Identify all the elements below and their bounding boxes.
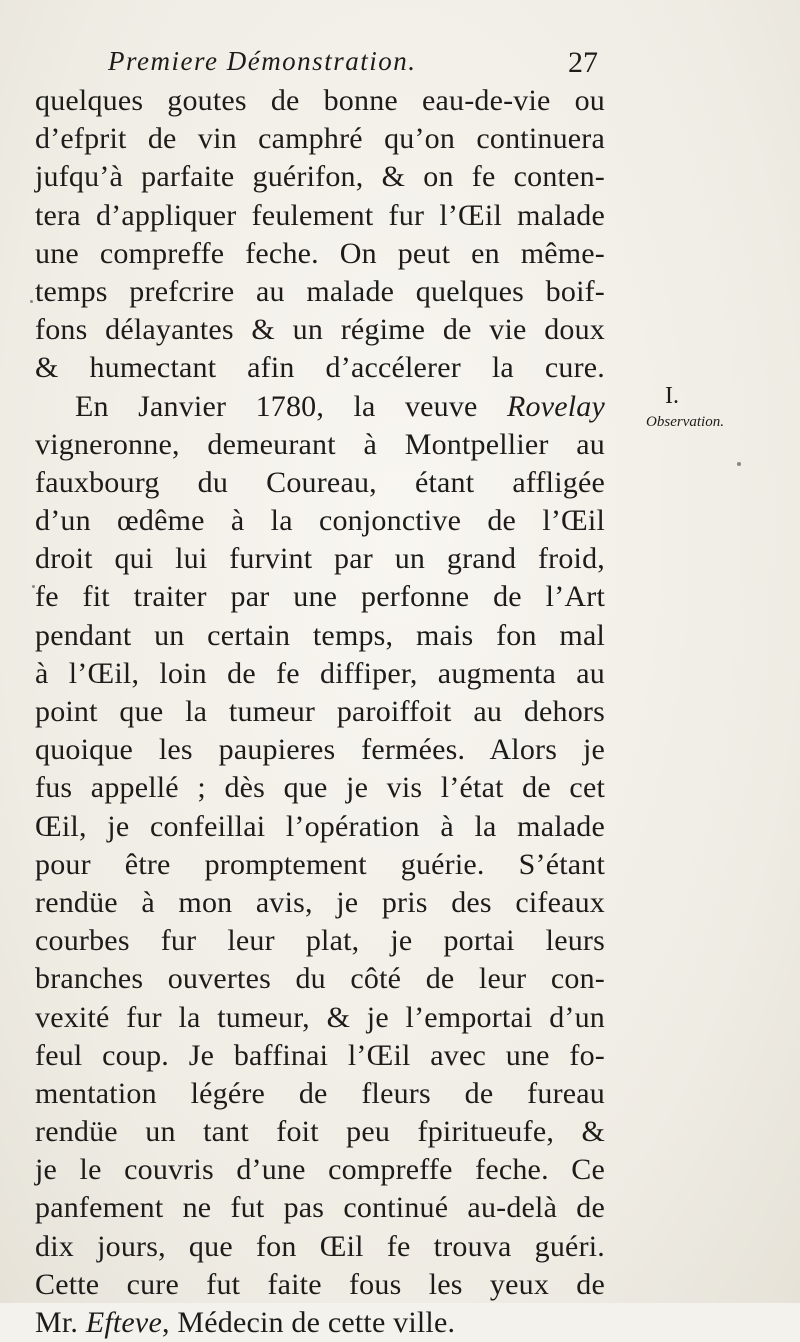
name-rovelay: Rovelay bbox=[506, 389, 605, 423]
text-line: fus appellé ; dès que je vis l’état de cet bbox=[35, 771, 605, 805]
text-line: branches ouvertes du côté de leur con- bbox=[35, 962, 605, 996]
text-line: pendant un certain temps, mais fon mal bbox=[35, 618, 605, 652]
text-line: courbes fur leur plat, je portai leurs bbox=[35, 924, 605, 958]
text-line: d’efprit de vin camphré qu’on continuera bbox=[35, 122, 605, 156]
text-line: temps prefcrire au malade quelques boif- bbox=[35, 274, 605, 308]
observation-number: I. bbox=[665, 383, 679, 409]
text-line: d’un œdême à la conjonctive de l’Œil bbox=[35, 504, 605, 538]
text-line: Œil, je confeillai l’opération à la malade bbox=[35, 809, 605, 843]
text-line: pour être promptement guérie. S’étant bbox=[35, 847, 605, 881]
margin-note bbox=[612, 382, 752, 434]
text-line: une compreffe feche. On peut en même- bbox=[35, 236, 605, 270]
text-line: jufqu’à parfaite guérifon, & on fe conten- bbox=[35, 160, 605, 194]
text-line: tera d’appliquer feulement fur l’Œil malade bbox=[35, 198, 605, 232]
text-line: fons délayantes & un régime de vie doux bbox=[35, 313, 605, 347]
page-number: 27 bbox=[568, 46, 598, 79]
text-line: fauxbourg du Coureau, étant affligée bbox=[35, 465, 605, 499]
text-line: vigneronne, demeurant à Montpellier au bbox=[35, 427, 605, 461]
text-line: je le couvris d’une compreffe feche. Ce bbox=[35, 1153, 605, 1187]
running-title: Premiere Démonstration. bbox=[108, 46, 417, 76]
paper-speck bbox=[737, 462, 741, 466]
text-line: quelques goutes de bonne eau-de-vie ou bbox=[35, 84, 605, 117]
paper-speck bbox=[32, 585, 35, 588]
text-line: point que la tumeur paroiffoit au dehors bbox=[35, 695, 605, 728]
text-line: quoique les paupieres fermées. Alors je bbox=[35, 733, 605, 767]
text-line: rendüe à mon avis, je pris des cifeaux bbox=[35, 885, 605, 919]
text-line: vexité fur la tumeur, & je l’emportai d’un bbox=[35, 1000, 605, 1034]
text-line: droit qui lui furvint par un grand froid, bbox=[35, 542, 605, 576]
text-line: feul coup. Je baffinai l’Œil avec une fo- bbox=[35, 1038, 605, 1072]
text-line: Cette cure fut faite fous les yeux de bbox=[35, 1267, 605, 1301]
text-line: dix jours, que fon Œil fe trouva guéri. bbox=[35, 1229, 605, 1263]
text-line: panfement ne fut pas continué au-delà de bbox=[35, 1191, 605, 1225]
observation-label: Observation. bbox=[646, 414, 724, 430]
closing-line: Mr. Efteve, Médecin de cette ville. bbox=[35, 1306, 456, 1339]
name-esteve: Efteve bbox=[85, 1306, 162, 1339]
text-line: à l’Œil, loin de fe diffiper, augmenta au bbox=[35, 656, 605, 690]
text-line: rendüe un tant foit peu fpiritueufe, & bbox=[35, 1115, 605, 1149]
body-text bbox=[35, 82, 605, 1342]
text-line: fe fit traiter par une perfonne de l’Art bbox=[35, 580, 605, 614]
paragraph-start-line: En Janvier 1780, la veuve Rovelay bbox=[75, 389, 605, 423]
text-line: mentation légére de fleurs de fureau bbox=[35, 1076, 605, 1110]
paper-speck bbox=[30, 300, 33, 303]
text-line: & humectant afin d’accélerer la cure. bbox=[35, 351, 605, 385]
running-head bbox=[108, 46, 598, 86]
